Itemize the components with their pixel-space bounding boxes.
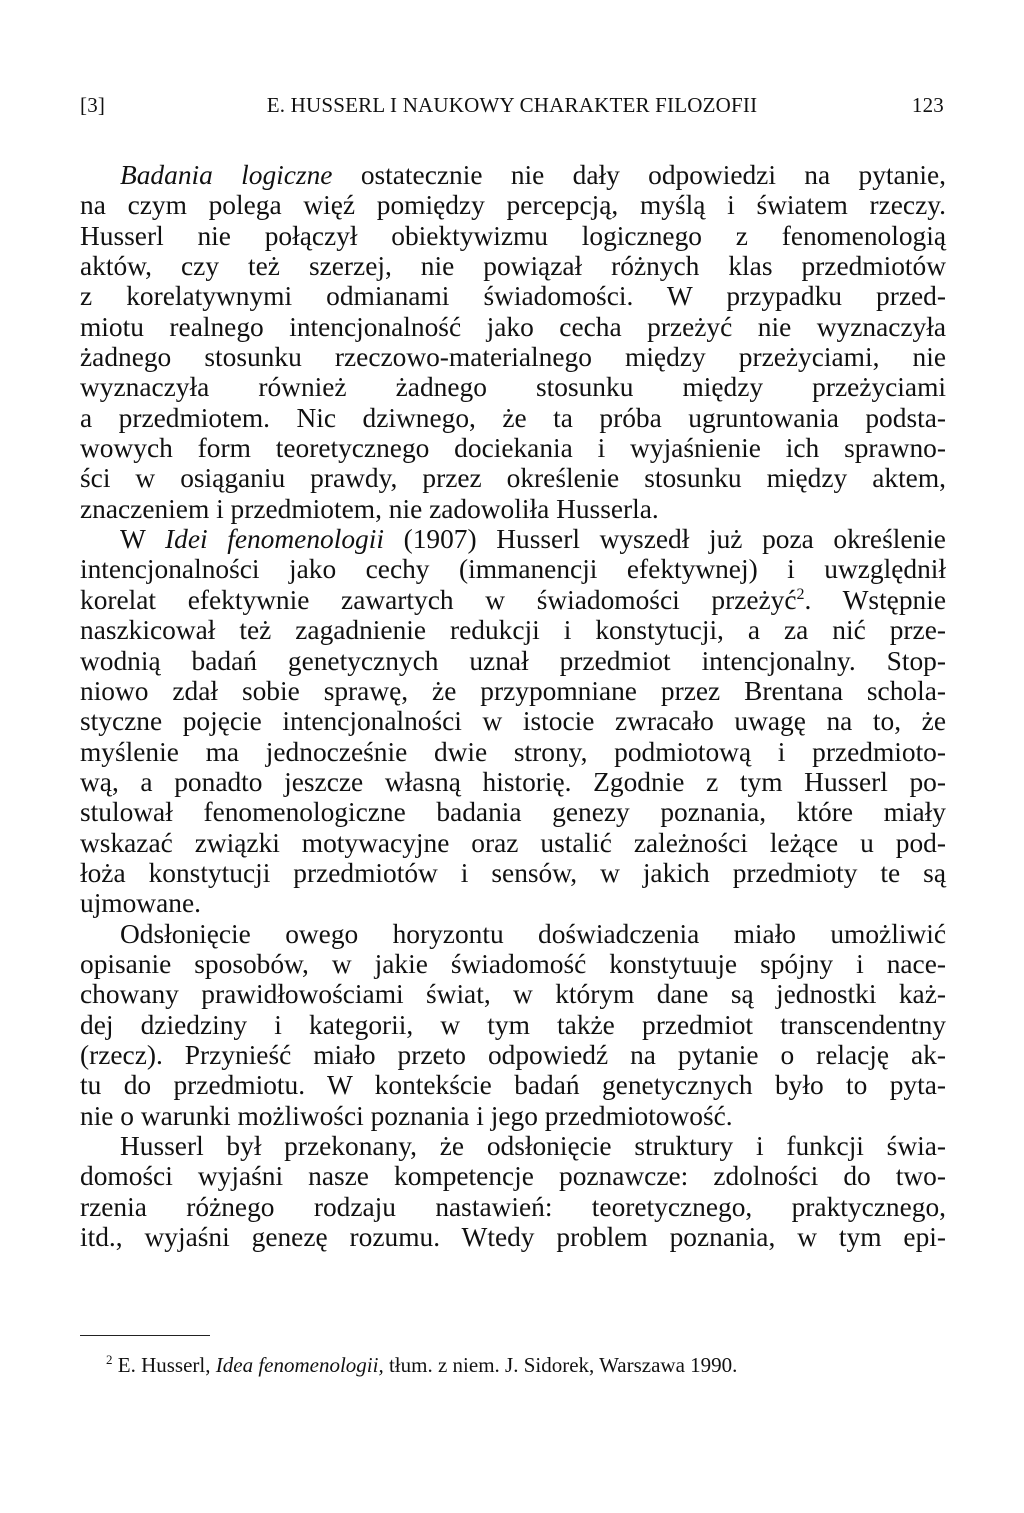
text-line: stulował fenomenologiczne badania genezy poznania, które miały [80,797,946,828]
paragraph-4 [80,1131,946,1252]
text-line: znaczeniem i przedmiotem, nie zadowoliła Husserla. [80,493,659,524]
paragraph-1 [80,160,946,524]
section-number: [3] [80,93,106,117]
text-line: z korelatywnymi odmianami świadomości. W przypadku przed- [80,281,946,312]
main-text [80,160,946,1252]
text-line: itd., wyjaśni genezę rozumu. Wtedy problem poznania, w tym epi- [80,1222,946,1253]
text-line: wskazać związki motywacyjne oraz ustalić zależności leżące u pod- [80,827,946,858]
text-line: ujmowane. [80,888,201,919]
text-line: (rzecz). Przynieść miało przeto odpowiedź na pytanie o relację ak- [80,1039,946,1070]
text-line: na czym polega więź pomiędzy percepcją, myślą i światem rzeczy. [80,190,946,221]
text-line: łoża konstytucji przedmiotów i sensów, w jakich przedmioty te są [80,857,946,888]
text-line: a przedmiotem. Nic dziwnego, że ta próba ugruntowania podsta- [80,402,946,433]
text-line: wowych form teoretycznego dociekania i wyjaśnienie ich sprawno- [80,433,946,464]
text-line: korelat efektywnie zawartych w świadomości przeżyć$^2$. Wstępnie [80,584,947,615]
text-line: Odsłonięcie owego horyzontu doświadczenia miało umożliwić [120,918,946,949]
italic-title: Idei fenomenologii [165,524,384,555]
text-line: wyznaczyła również żadnego stosunku między przeżyciami [80,372,946,403]
footnote: $^2$ E. Husserl, Idea fenomenologii, tłum. z niem. J. Sidorek, Warszawa 1990. [106,1352,738,1377]
footnote-rule [80,1335,210,1336]
text-line: wą, a ponadto jeszcze własną historię. Zgodnie z tym Husserl po- [80,766,946,797]
footnote-ref: 2 [796,585,805,603]
text-line: wodnią badań genetycznych uznał przedmiot intencjonalny. Stop- [80,645,946,676]
text-line: nie o warunki możliwości poznania i jego przedmiotowość. [80,1100,733,1131]
text-line: rzenia różnego rodzaju nastawień: teoretycznego, praktycznego, [80,1191,946,1222]
italic-title: Idea fenomenologii, [215,1353,384,1377]
text-line: Badania logiczne ostatecznie nie dały odpowiedzi na pytanie, [120,160,946,190]
text-line: intencjonalności jako cechy (immanencji efektywnej) i uwzględnił [80,554,946,585]
text-line: domości wyjaśni nasze kompetencje poznawcze: zdolności do two- [80,1161,946,1192]
text-line: ści w osiąganiu prawdy, przez określenie stosunku między aktem, [80,463,946,494]
running-head [80,93,944,123]
text-line: myślenie ma jednocześnie dwie strony, podmiotową i przedmioto- [80,736,946,767]
italic-title: Badania logiczne [120,160,333,190]
text-line: żadnego stosunku rzeczowo-materialnego między przeżyciami, nie [80,342,946,373]
text-line: styczne pojęcie intencjonalności w istocie zwracało uwagę na to, że [80,706,946,737]
page-number: 123 [911,93,944,117]
text-line: tu do przedmiotu. W kontekście badań genetycznych było to pyta- [80,1070,946,1101]
running-title: E. HUSSERL I NAUKOWY CHARAKTER FILOZOFII [266,93,758,117]
text-line: Husserl był przekonany, że odsłonięcie struktury i funkcji świa- [120,1131,946,1161]
text-line: naszkicował też zagadnienie redukcji i konstytucji, a za nić prze- [80,615,946,646]
text-line: opisanie sposobów, w jakie świadomość konstytuuje spójny i nace- [80,948,946,979]
text-line: niowo zdał sobie sprawę, że przypomniane przez Brentana schola- [80,675,946,706]
text-line: dej dziedziny i kategorii, w tym także przedmiot transcendentny [80,1009,946,1040]
text-line: miotu realnego intencjonalność jako cecha przeżyć nie wyznaczyła [80,311,946,342]
text-line: aktów, czy też szerzej, nie powiązał różnych klas przedmiotów [80,251,946,282]
paragraph-2 [80,524,946,918]
footnote-marker: 2 [106,1352,113,1367]
text-line: Husserl nie połączył obiektywizmu logicznego z fenomenologią [80,220,946,251]
paragraph-3 [80,919,946,1131]
text-line: chowany prawidłowościami świat, w którym dane są jednostki każ- [80,979,946,1010]
text-line: W Idei fenomenologii (1907) Husserl wyszedł już poza określenie [120,524,946,555]
